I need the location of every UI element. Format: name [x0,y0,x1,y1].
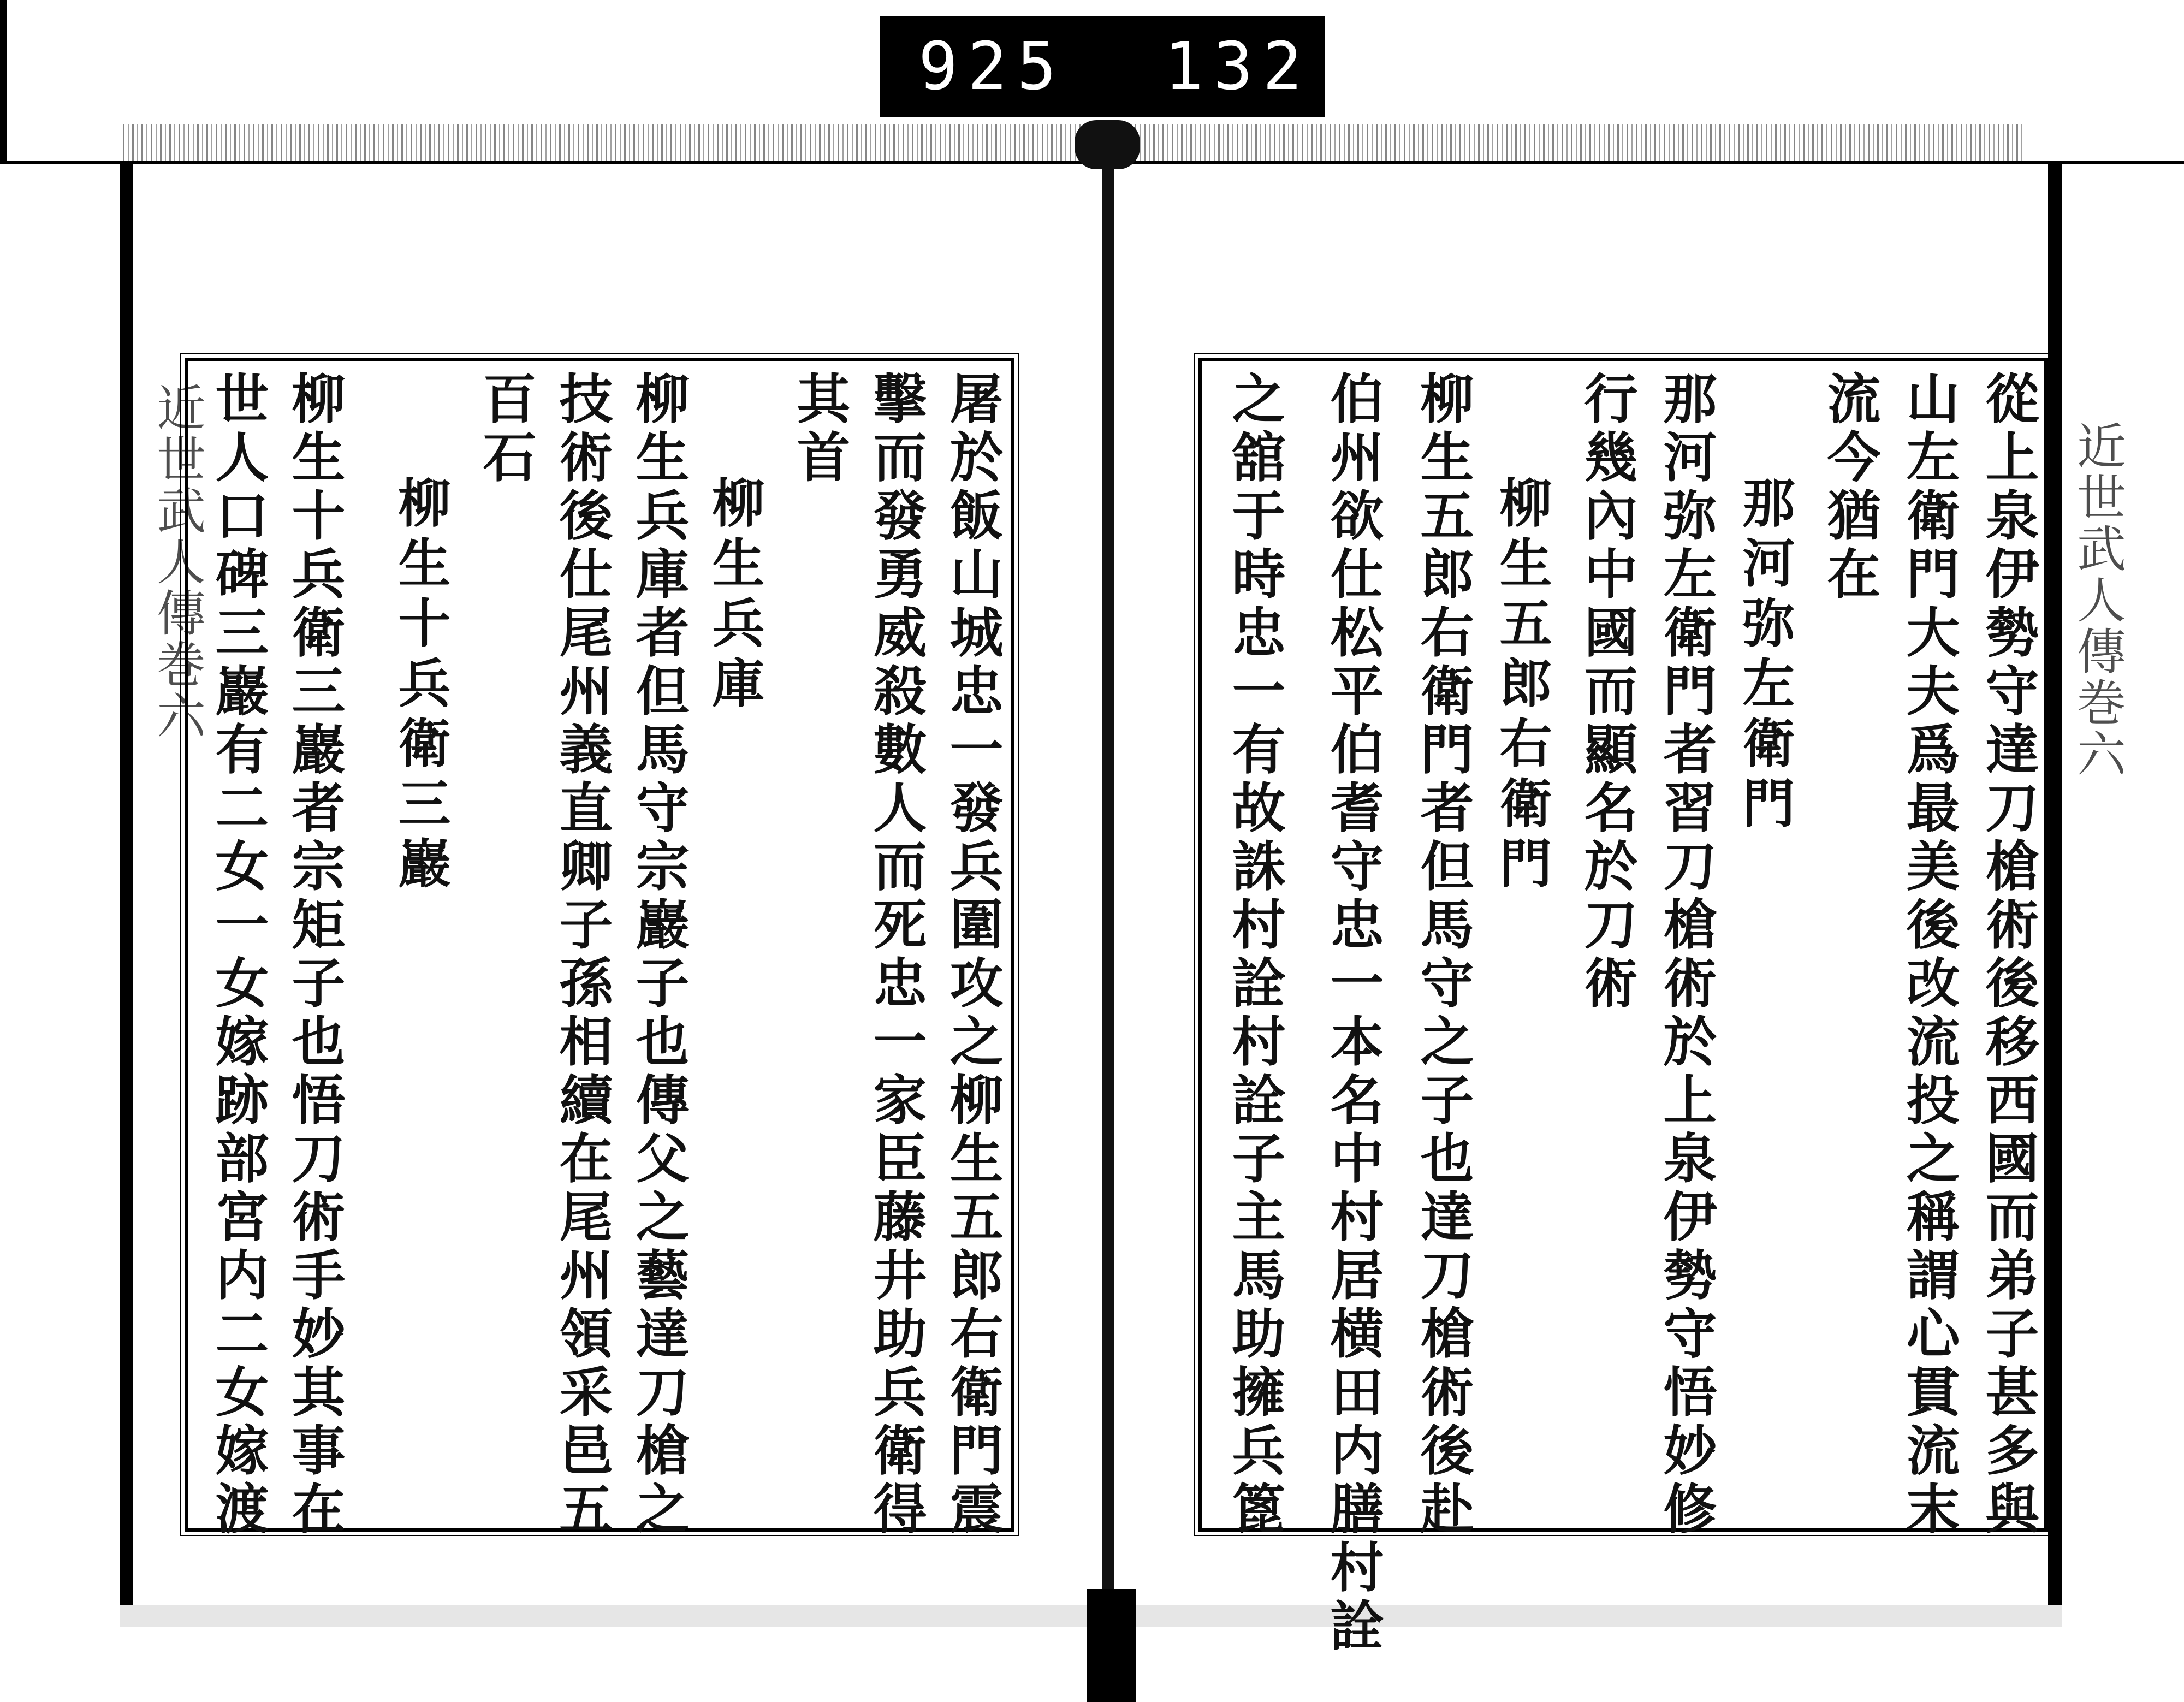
counter-right-number: 132. [1164,29,1361,105]
counter-left-number: 925 [918,29,1066,105]
text-column: 世人口碑三巖有二女一女嫁跡部宮内二女嫁渡 [206,371,269,1539]
section-heading: 柳生五郎右衛門 [1491,476,1553,896]
left-text-frame [185,358,1014,1539]
left-margin-bar [0,0,7,164]
section-heading: 那河弥左衛門 [1734,476,1796,836]
section-heading: 柳生兵庫 [704,476,765,716]
right-text-frame [1198,358,2048,1656]
text-column: 柳生十兵衛三巖者宗矩子也悟刀術手妙其事在 [283,371,346,1539]
text-column: 山左衛門大夫爲最美後改流投之稱謂心貫流末 [1897,371,1960,1539]
text-column: 伯州欲仕松平伯耆守忠一本名中村居横田内膳村詮 [1321,371,1384,1656]
text-column: 從上泉伊勢守達刀槍術後移西國而弟子甚多與 [1977,371,2039,1539]
text-column: 流今猶在 [1818,371,1881,604]
text-column: 擊而發勇威殺數人而死忠一家臣藤井助兵衛得 [864,371,927,1539]
running-head-right: 近世武人傳巻六 [2068,420,2126,780]
text-column: 屠於飯山城忠一發兵圍攻之柳生五郎右衛門震 [941,371,1004,1539]
frame-counter-label [880,16,1361,117]
spine-bottom-block [1087,1589,1136,1702]
text-column: 其首 [788,371,851,488]
text-column: 之舘于時忠一有故誅村詮村詮子主馬助擁兵篦 [1223,371,1286,1539]
text-column: 柳生兵庫者但馬守宗巖子也傳父之藝達刀槍之 [627,371,690,1539]
text-column: 百石 [474,371,537,488]
text-column: 技術後仕尾州義直卿子孫相續在尾州領采邑五 [550,371,613,1539]
book-spine [1102,164,1114,1605]
text-column: 行幾內中國而顯名於刀術 [1575,371,1638,1013]
running-head-left: 近世武人傳巻六 [148,382,205,742]
spine-top-knob [1075,120,1140,169]
text-column: 柳生五郎右衛門者但馬守之子也達刀槍術後赴 [1411,371,1474,1539]
text-column: 那河弥左衛門者習刀槍術於上泉伊勢守悟妙修 [1654,371,1717,1539]
section-heading: 柳生十兵衛三巖 [390,476,452,896]
